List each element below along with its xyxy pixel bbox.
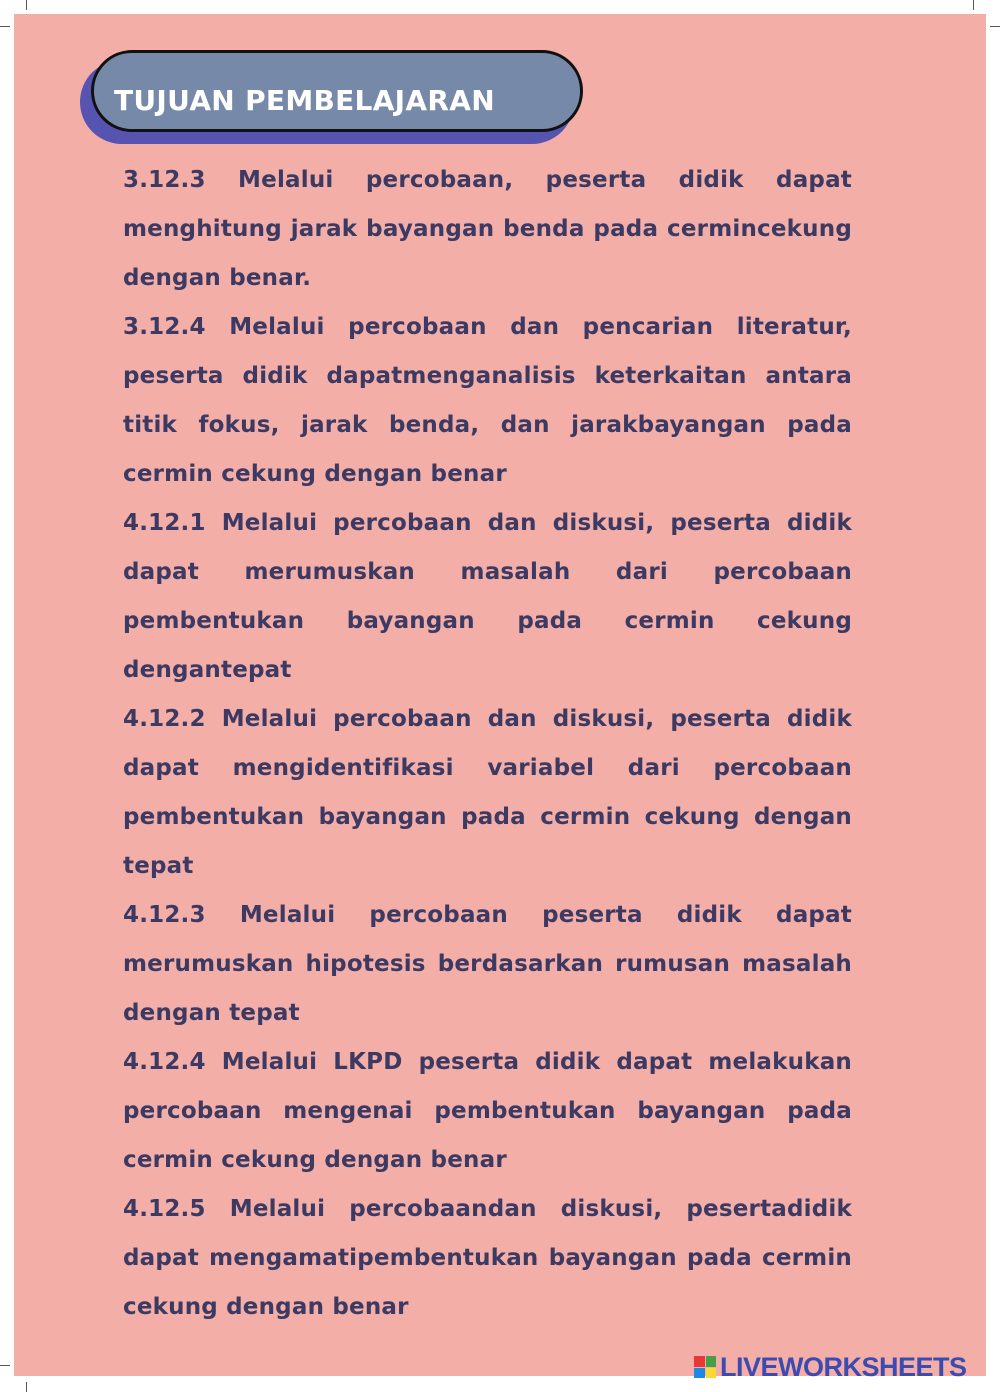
objective-item: 4.12.2 Melalui percobaan dan diskusi, peserta didik dapat mengidentifikasi variabel dari percobaan pembentukan bayangan pada cermin cekung dengan tepat: [123, 706, 852, 879]
title-banner: [91, 50, 583, 132]
crop-mark: [0, 1365, 10, 1366]
liveworksheets-logo: [694, 1350, 967, 1384]
objective-item: 3.12.3 Melalui percobaan, peserta didik dapat menghitung jarak bayangan benda pada cermincekung dengan benar.: [123, 167, 852, 291]
crop-mark: [990, 26, 1000, 27]
crop-mark: [973, 0, 974, 10]
liveworksheets-logo-icon: [694, 1356, 716, 1378]
crop-mark: [0, 26, 10, 27]
objective-item: 4.12.5 Melalui percobaandan diskusi, pesertadidik dapat mengamatipembentukan bayangan pada cermin cekung dengan benar: [123, 1196, 852, 1320]
objectives-list: [123, 156, 852, 1332]
page-title: TUJUAN PEMBELAJARAN: [114, 84, 495, 117]
objective-item: 4.12.4 Melalui LKPD peserta didik dapat melakukan percobaan mengenai pembentukan bayangan pada cermin cekung dengan benar: [123, 1049, 852, 1173]
crop-mark: [26, 1382, 27, 1392]
objective-item: 4.12.1 Melalui percobaan dan diskusi, peserta didik dapat merumuskan masalah dari percobaan pembentukan bayangan pada cermin cekung dengantepat: [123, 510, 852, 683]
objective-item: 3.12.4 Melalui percobaan dan pencarian literatur, peserta didik dapatmenganalisis keterkaitan antara titik fokus, jarak benda, dan jarakbayangan pada cermin cekung dengan benar: [123, 314, 852, 487]
crop-mark: [26, 0, 27, 10]
objective-item: 4.12.3 Melalui percobaan peserta didik dapat merumuskan hipotesis berdasarkan rumusan masalah dengan tepat: [123, 902, 852, 1026]
logo-text: LIVEWORKSHEETS: [720, 1351, 967, 1382]
